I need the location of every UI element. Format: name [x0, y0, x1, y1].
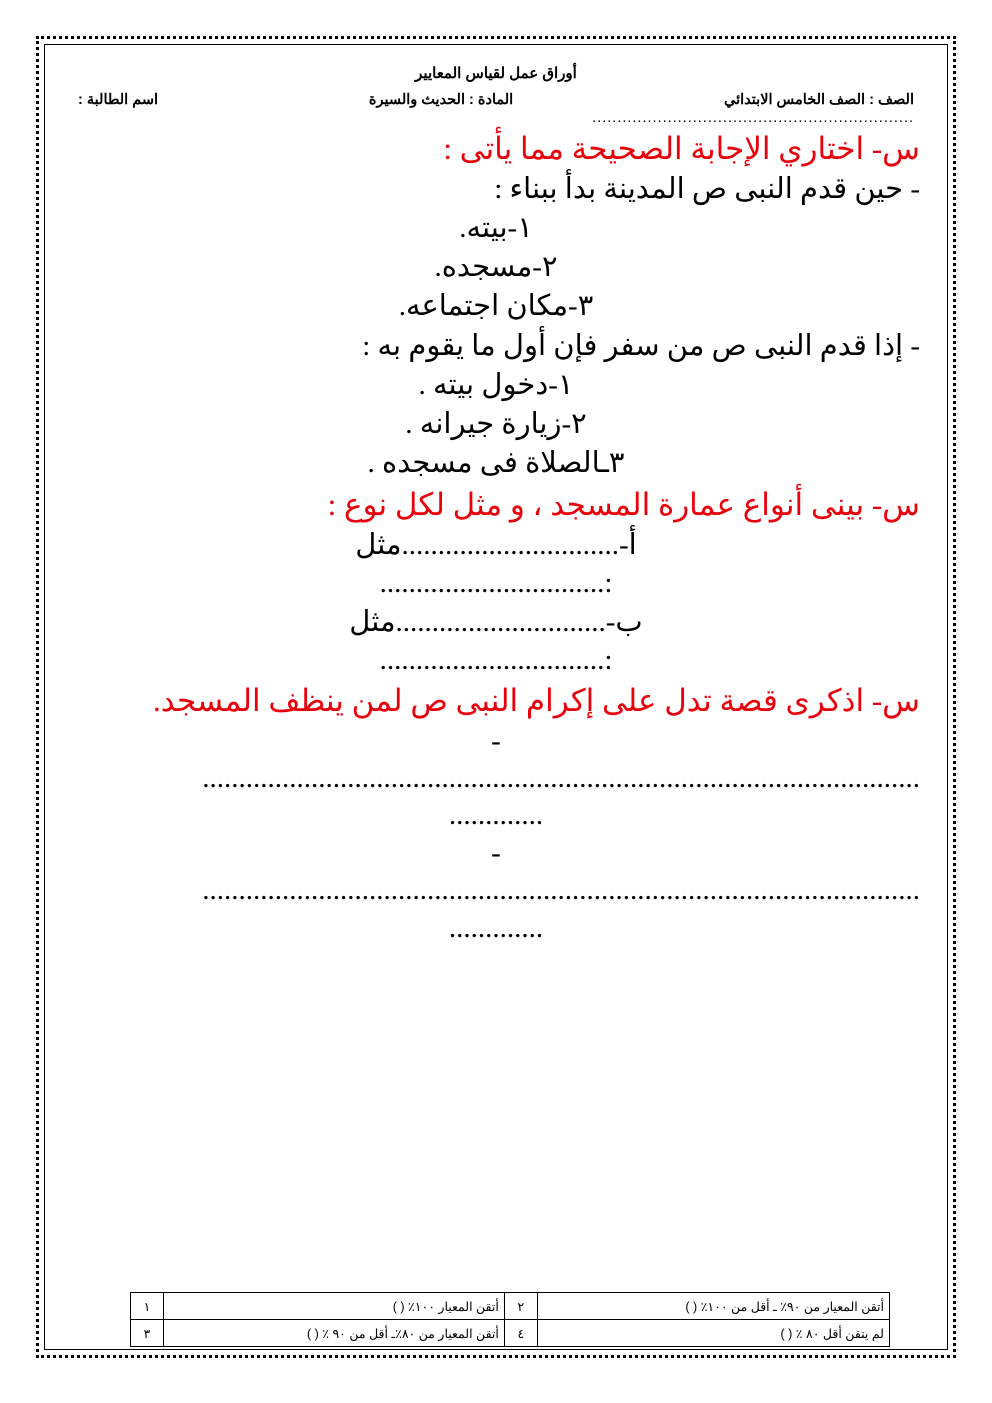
- document-content: [56, 54, 936, 1338]
- question-3-answer-line-1[interactable]: ...................................................................................................: [202, 761, 920, 794]
- question-1-item-2-stem: - إذا قدم النبى ص من سفر فإن أول ما يقوم به :: [362, 329, 920, 362]
- rubric-cell-num-r1c1: ١: [131, 1293, 164, 1320]
- question-1-item-2-option-1[interactable]: ١-دخول بيته .: [418, 369, 574, 402]
- question-2-blank-4[interactable]: :...............................: [379, 643, 613, 676]
- question-1-item-1-option-2[interactable]: ٢-مسجده.: [434, 251, 558, 284]
- rubric-cell-text-r2c2[interactable]: لم يتقن أقل ٨٠ ٪ ( ): [537, 1320, 889, 1347]
- student-info-row: [72, 92, 920, 108]
- question-1-item-1-option-3[interactable]: ٣-مكان اجتماعه.: [398, 289, 594, 322]
- grade-label: الصف : الصف الخامس الابتدائي: [724, 92, 914, 108]
- question-3-answer-line-2[interactable]: ...................................................................................................: [202, 874, 920, 907]
- student-name-blank: ................................................................: [592, 110, 914, 126]
- question-3-answer-line-1-tail[interactable]: .............: [448, 799, 544, 832]
- question-1-item-1-stem: - حين قدم النبى ص المدينة بدأ ببناء :: [494, 172, 920, 205]
- question-1-item-1-option-1[interactable]: ١-بيته.: [459, 212, 533, 245]
- rubric-cell-num-r1c2: ٢: [504, 1293, 537, 1320]
- subject-label: المادة : الحديث والسيرة: [368, 92, 514, 108]
- rubric-cell-num-r2c2: ٤: [504, 1320, 537, 1347]
- rubric-cell-text-r2c1[interactable]: أتقن المعيار من ٨٠٪ـ أقل من ٩٠ ٪ ( ): [164, 1320, 505, 1347]
- question-3-dash-2: -: [491, 837, 501, 870]
- question-1-item-2-option-3[interactable]: ٣ـالصلاة فى مسجده .: [367, 446, 625, 479]
- question-2-blank-1[interactable]: أ-..............................مثل: [355, 529, 637, 561]
- rubric-table: [130, 1292, 890, 1347]
- table-row: [131, 1320, 890, 1347]
- question-1-prompt: س- اختاري الإجابة الصحيحة مما يأتى :: [443, 131, 920, 166]
- question-2-prompt: س- بينى أنواع عمارة المسجد ، و مثل لكل نوع :: [327, 487, 920, 523]
- question-3-answer-line-2-tail[interactable]: .............: [448, 911, 544, 944]
- question-2-blank-3[interactable]: ب-.............................مثل: [349, 605, 643, 638]
- question-3-prompt: س- اذكرى قصة تدل على إكرام النبى ص لمن ينظف المسجد.: [152, 683, 920, 718]
- table-row: [131, 1293, 890, 1320]
- page-title: أوراق عمل لقياس المعايير: [415, 65, 577, 82]
- rubric-cell-text-r1c2[interactable]: أتقن المعيار من ٩٠٪ ـ أقل من ١٠٠٪ ( ): [537, 1293, 889, 1320]
- question-2-blank-2[interactable]: :...............................: [379, 567, 613, 600]
- question-1-item-2-option-2[interactable]: ٢-زيارة جيرانه .: [405, 407, 587, 440]
- rubric-cell-text-r1c1[interactable]: أتقن المعيار ١٠٠٪ ( ): [164, 1293, 505, 1320]
- student-name-dots-row: [72, 110, 920, 126]
- student-name-label: اسم الطالبة :: [78, 92, 159, 108]
- question-3-dash-1: -: [491, 724, 501, 757]
- rubric-cell-num-r2c1: ٣: [131, 1320, 164, 1347]
